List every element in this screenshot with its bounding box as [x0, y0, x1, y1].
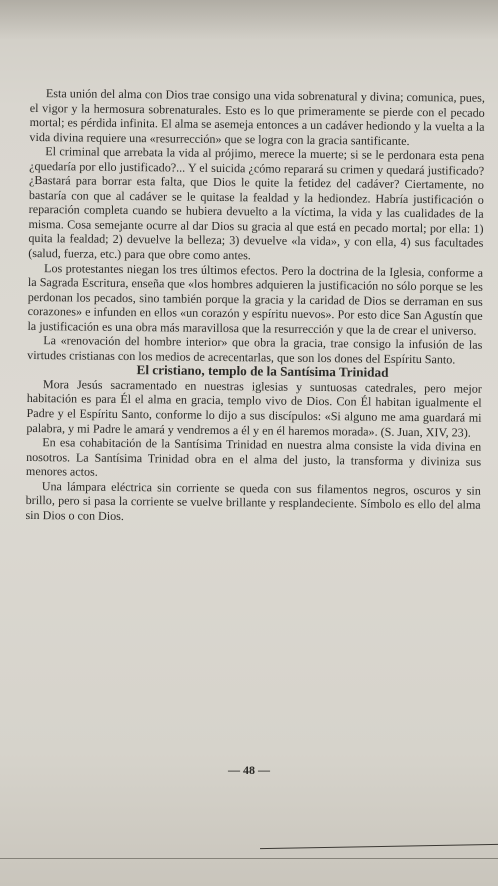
page-edge-line: [0, 858, 498, 859]
page-number: — 48 —: [228, 763, 270, 777]
section-heading: El cristiano, templo de la Santísima Trinidad: [136, 362, 389, 381]
paragraph: Los protestantes niegan los tres últimos efectos. Pero la doctrina de la Iglesia, conforme a la Sagrada Escritura, enseña que «los hombres adquieren la justificación no sólo porque se les perdonan los pecados, sino también porque la gracia y la caridad de Dios se derraman en sus corazones» e infunden en ellos «un corazón y espíritu nuevos». Por esto dice San Agustín que la justificación es una obra más maravillosa que la resurrección y que la de crear el universo.: [27, 260, 484, 338]
page-edge-line: [260, 844, 498, 849]
paragraph: Mora Jesús sacramentado en nuestras iglesias y suntuosas catedrales, pero mejor habitación es para Él el alma en gracia, templo vivo de Dios. Con Él habitan igualmente el Padre y el Espíritu Santo, conforme lo dijo a sus discípulos: «Si alguno me ama guardará mi palabra, y mi Padre le amará y vendremos a él y en él haremos morada». (S. Juan, XIV, 23).: [26, 377, 482, 440]
paragraph: Esta unión del alma con Dios trae consigo una vida sobrenatural y divina; comunica, pues, el vigor y la hermosura sobrenaturales. Esto es lo que primeramente se pierde con el pecado mortal; es pérdida infinita. El alma se asemeja entonces a un cadáver hediondo y la vuelta a la vida divina requiere una «resurrección» que se logra con la gracia santificante.: [29, 86, 485, 148]
page-shadow: [0, 0, 498, 40]
paragraph: La «renovación del hombre interior» que obra la gracia, trae consigo la infusión de las virtudes cristianas con los medios de acrecentarlas, que son los dones del Espíritu Santo.: [27, 333, 483, 367]
paragraph: Una lámpara eléctrica sin corriente se queda con sus filamentos negros, oscuros y sin brillo, pero si pasa la corriente se vuelve brillante y resplandeciente. Símbolo es ello del alma sin Dios o con Dios.: [25, 478, 481, 523]
paragraph: El criminal que arrebata la vida al prójimo, merece la muerte; si se le perdonara esta pena ¿quedaría por ello justificado?... Y el suicida ¿cómo reparará su crimen y quedará justificado? ¿Bastará para borrar esta falta, que Dios le quite la fetidez del cadáver? Ciertamente, no bastaría con que al cadáver se le quitase la fealdad y la hediondez. Habría justificación o reparación completa cuando se hubiera devuelto a la víctima, la vida y las cualidades de la misma. Cosa semejante ocurre al dar Dios su gracia al que está en pecado mortal; por ella: 1) quita la fealdad; 2) devuelve la belleza; 3) devuelve «la vida», y con ella, 4) sus facultades (salud, fuerza, etc.) para que obre como antes.: [28, 144, 485, 263]
paragraph: En esa cohabitación de la Santísima Trinidad en nuestra alma consiste la vida divina en nosotros. La Santísima Trinidad obra en el alma del justo, la transforma y diviniza sus menores actos.: [25, 435, 482, 479]
page-body: [25, 86, 485, 527]
